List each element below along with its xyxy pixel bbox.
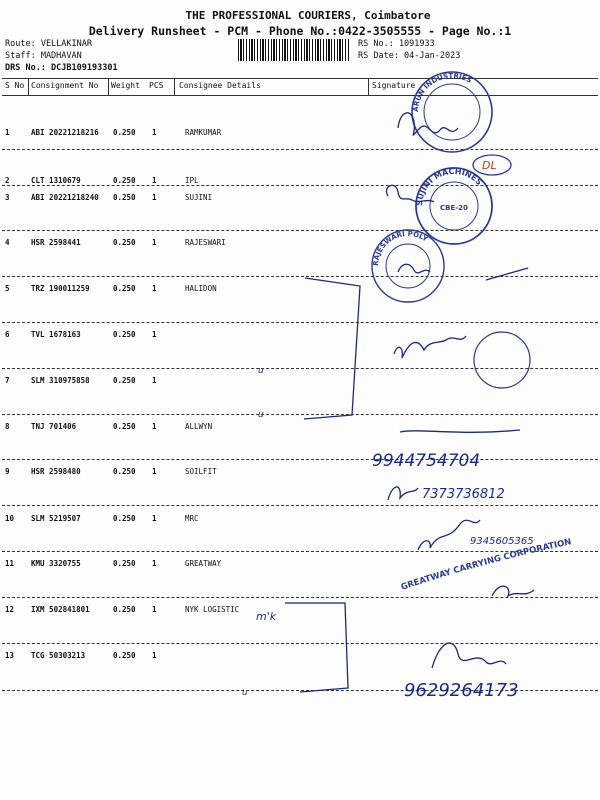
col-header-signature: Signature bbox=[372, 81, 416, 90]
phone-note: 7373736812 bbox=[422, 487, 505, 502]
row-consignment: TRZ 190011259 bbox=[31, 284, 90, 293]
stamp-text: SUJINI MACHINES bbox=[414, 166, 484, 207]
col-header-consignee: Consignee Details bbox=[179, 81, 261, 90]
col-header-weight: Weight bbox=[111, 81, 140, 90]
row-consignment: SLM 310975858 bbox=[31, 376, 90, 385]
row-sno: 2 bbox=[5, 176, 10, 185]
row-consignment: HSR 2598480 bbox=[31, 467, 81, 476]
row-pcs: 1 bbox=[152, 467, 157, 476]
row-weight: 0.250 bbox=[113, 514, 136, 523]
col-header-consignment: Consignment No bbox=[31, 81, 99, 90]
row-weight: 0.250 bbox=[113, 238, 136, 247]
row-pcs: 1 bbox=[152, 238, 157, 247]
row-weight: 0.250 bbox=[113, 422, 136, 431]
row-sno: 6 bbox=[5, 330, 10, 339]
row12-note: m'k bbox=[256, 610, 277, 623]
row-consignment: IXM 502841801 bbox=[31, 605, 90, 614]
phone-note: 9944754704 bbox=[372, 451, 481, 471]
row-consignment: ABI 20221218216 bbox=[31, 128, 99, 137]
row-consignee: SUJINI bbox=[185, 193, 213, 202]
row-consignee: ALLWYN bbox=[185, 422, 213, 431]
row-weight: 0.250 bbox=[113, 330, 136, 339]
row-weight: 0.250 bbox=[113, 605, 136, 614]
row-consignment: SLM 5219507 bbox=[31, 514, 81, 523]
runsheet-subtitle: Delivery Runsheet - PCM - Phone No.:0422-3505555 - Page No.:1 bbox=[88, 24, 512, 38]
row-weight: 0.250 bbox=[113, 193, 136, 202]
row-pcs: 1 bbox=[152, 605, 157, 614]
row-consignee: IPL bbox=[185, 176, 199, 185]
row-pcs: 1 bbox=[152, 330, 157, 339]
row-sno: 13 bbox=[5, 651, 15, 660]
sujini-stamp bbox=[415, 167, 492, 244]
row-consignee: SOILFIT bbox=[185, 467, 217, 476]
row-pcs: 1 bbox=[152, 422, 157, 431]
ditto-mark: u bbox=[258, 366, 264, 376]
phone-note: 9345605365 bbox=[470, 536, 534, 547]
row-pcs: 1 bbox=[152, 651, 157, 660]
phone-note: 9629264173 bbox=[404, 680, 519, 701]
rs-date: RS Date: 04-Jan-2023 bbox=[358, 51, 461, 61]
row-weight: 0.250 bbox=[113, 467, 136, 476]
ditto-mark: u bbox=[242, 688, 248, 698]
svg-text:ARUN INDUSTRIES bbox=[412, 72, 473, 112]
row-consignment: KMU 3320755 bbox=[31, 559, 81, 568]
rajeswari-stamp bbox=[372, 230, 444, 302]
ditto-mark: u bbox=[258, 410, 264, 420]
row-consignee: RAJESWARI bbox=[185, 238, 226, 247]
row-consignment: TCG 50303213 bbox=[31, 651, 86, 660]
row-sno: 1 bbox=[5, 128, 10, 137]
row-consignment: HSR 2598441 bbox=[31, 238, 81, 247]
row-weight: 0.250 bbox=[113, 651, 136, 660]
row-sno: 4 bbox=[5, 238, 10, 247]
row-sno: 3 bbox=[5, 193, 10, 202]
row-pcs: 1 bbox=[152, 284, 157, 293]
row-sno: 8 bbox=[5, 422, 10, 431]
stamp-text: ARUN INDUSTRIES bbox=[411, 71, 473, 113]
row-weight: 0.250 bbox=[113, 176, 136, 185]
row-weight: 0.250 bbox=[113, 559, 136, 568]
row-pcs: 1 bbox=[152, 376, 157, 385]
row-weight: 0.250 bbox=[113, 128, 136, 137]
staff-label: Staff: MADHAVAN bbox=[5, 51, 82, 61]
row-sno: 5 bbox=[5, 284, 10, 293]
row-sno: 7 bbox=[5, 376, 10, 385]
col-header-sno: S No bbox=[5, 81, 25, 90]
row-consignee: NYK LOGISTIC bbox=[185, 605, 240, 614]
row-consignment: CLT 1310679 bbox=[31, 176, 81, 185]
row-pcs: 1 bbox=[152, 559, 157, 568]
row-sno: 9 bbox=[5, 467, 10, 476]
row-sno: 12 bbox=[5, 605, 15, 614]
industries-stamp bbox=[412, 72, 492, 152]
stamp-code: CBE-20 bbox=[440, 204, 468, 212]
route-label: Route: VELLAKINAR bbox=[5, 39, 92, 49]
row-sno: 11 bbox=[5, 559, 15, 568]
row-consignee: RAMKUMAR bbox=[185, 128, 222, 137]
greatway-stamp: GREATWAY CARRYING CORPORATION bbox=[399, 537, 573, 593]
row-pcs: 1 bbox=[152, 514, 157, 523]
col-header-pcs: PCS bbox=[149, 81, 164, 90]
drs-number: DRS No.: DCJB109193301 bbox=[5, 63, 118, 73]
row-weight: 0.250 bbox=[113, 284, 136, 293]
row-consignee: GREATWAY bbox=[185, 559, 222, 568]
row-consignee: MRC bbox=[185, 514, 199, 523]
row-pcs: 1 bbox=[152, 128, 157, 137]
row-weight: 0.250 bbox=[113, 376, 136, 385]
row-consignment: TVL 1678163 bbox=[31, 330, 81, 339]
dl-note: DL bbox=[482, 159, 497, 172]
row-consignment: ABI 20221218240 bbox=[31, 193, 99, 202]
row-consignment: TNJ 701406 bbox=[31, 422, 77, 431]
row-sno: 10 bbox=[5, 514, 15, 523]
stamp-text: RAJESWARI POLY bbox=[371, 229, 430, 267]
row-pcs: 1 bbox=[152, 176, 157, 185]
rs-number: RS No.: 1091933 bbox=[358, 39, 435, 49]
company-title: THE PROFESSIONAL COURIERS, Coimbatore bbox=[185, 9, 431, 22]
row-pcs: 1 bbox=[152, 193, 157, 202]
row-consignee: HALIDON bbox=[185, 284, 217, 293]
